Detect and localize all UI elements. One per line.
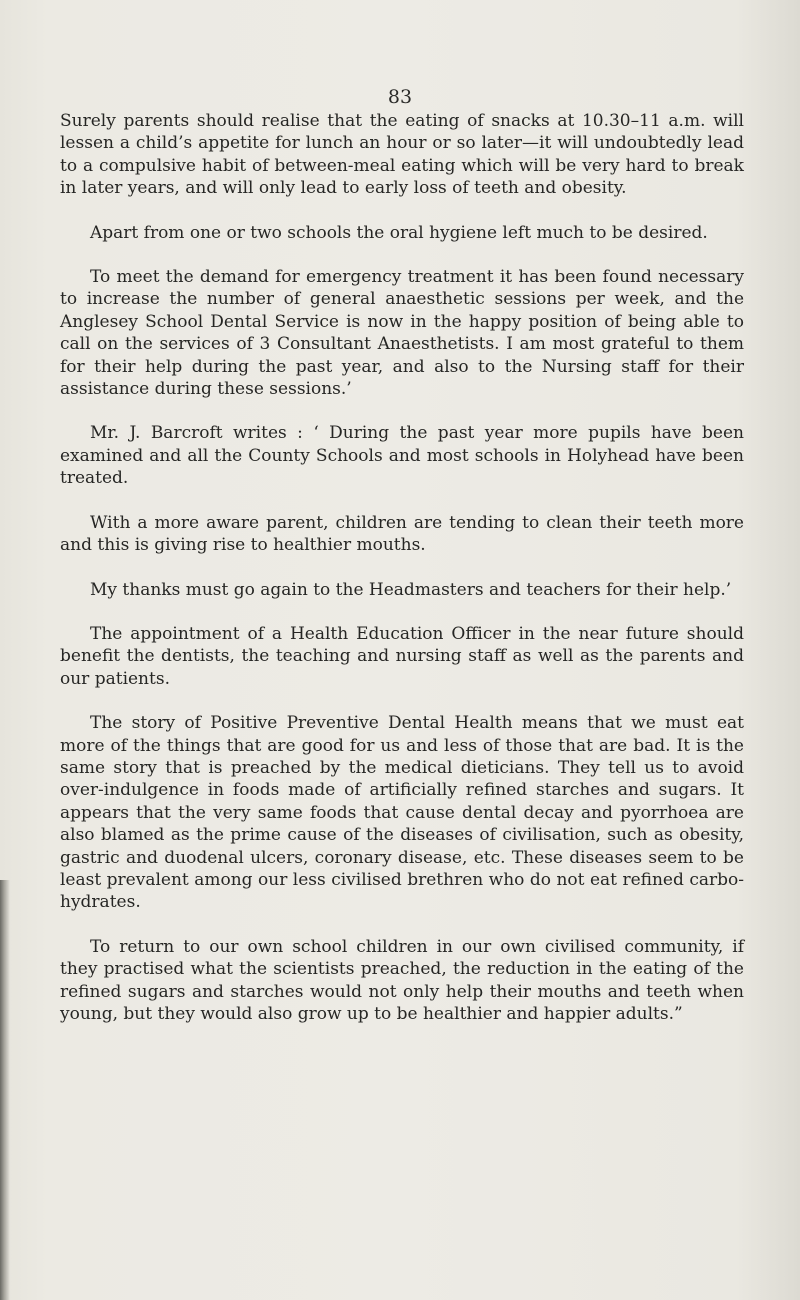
paragraph-return-to-children: To return to our own school children in our own civilised community, if they practised what the scientists preached, the reduction in the eating of the refined sugars and starches would not only help their mouths and teeth when young, but they would also grow up to be healthier and happier adults.” — [60, 936, 744, 1024]
paragraph-thanks: My thanks must go again to the Headmasters and teachers for their help.’ — [90, 579, 732, 600]
paragraph-oral-hygiene: Apart from one or two schools the oral hygiene left much to be desired. — [90, 222, 708, 243]
page-edge-shadow — [0, 880, 10, 1300]
paragraph-health-education-officer: The appointment of a Health Education Officer in the near future should benefit the dentists, the teaching and nursing staff as well as the parents and our patients. — [60, 623, 744, 689]
page-number: 83 — [387, 86, 413, 108]
body-text — [60, 110, 744, 1047]
paragraph-barcroft: Mr. J. Barcroft writes : ‘ During the past year more pupils have been examined and all the County Schools and most schools in Holyhead have been treated. — [60, 423, 744, 489]
paragraph-snacks: Surely parents should realise that the eating of snacks at 10.30–11 a.m. will lessen a child’s appetite for lunch an hour or so later—it will undoubtedly lead to a compulsive habit of between-meal eating which will be very hard to break in later years, and will only lead to early loss of teeth and obesity. — [60, 111, 744, 199]
paragraph-preventive-dental-health: The story of Positive Preventive Dental Health means that we must eat more of the things that are good for us and less of those that are bad. It is the same story that is preached by the medical dieticians. They tell us to avoid over-indulgence in foods made of artificially refined starches and sugars. It appears that the very same foods that cause dental decay and pyorrhoea are also blamed as the prime cause of the diseases of civilisation, such as obesity, gastric and duodenal ulcers, coronary disease, etc. These diseases seem to be least prevalent among our less civilised brethren who do not eat refined carbohydrates. — [60, 713, 744, 913]
paragraph-emergency-treatment: To meet the demand for emergency treatment it has been found necessary to increase the number of general anaesthetic sessions per week, and the Anglesey School Dental Service is now in the happy position of being able to call on the services of 3 Consultant Anaesthetists. I am most grateful to them for their help during the past year, and also to the Nursing staff for their assistance during these sessions.’ — [60, 267, 744, 400]
paragraph-aware-parent: With a more aware parent, children are tending to clean their teeth more and this is giving rise to healthier mouths. — [60, 512, 744, 556]
